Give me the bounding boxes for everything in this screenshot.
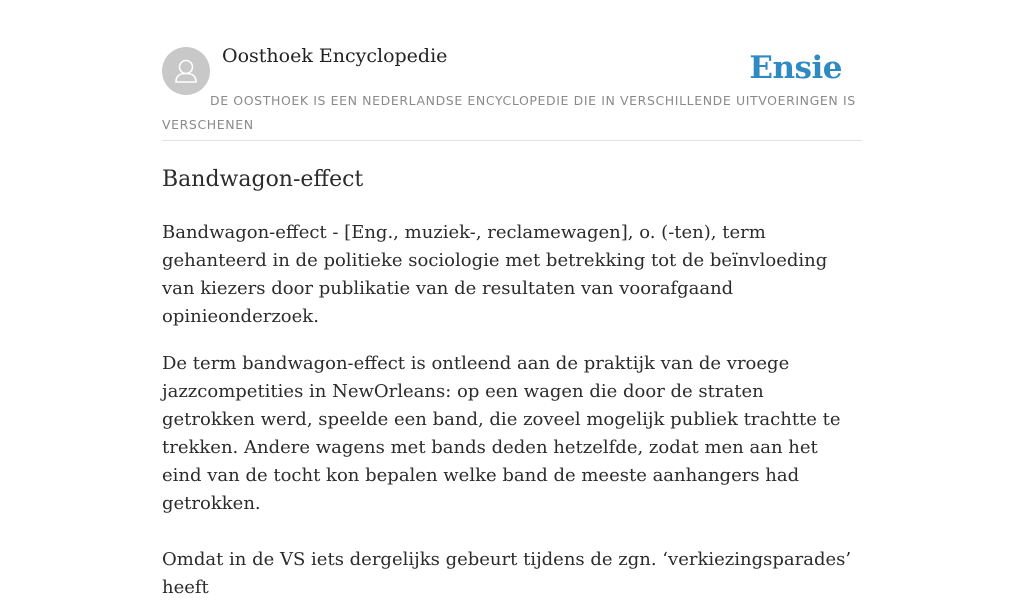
source-tagline: DE OOSTHOEK IS EEN NEDERLANDSE ENCYCLOPEDIE DIE IN VERSCHILLENDE UITVOERINGEN IS VERSCHENEN [162, 93, 856, 132]
article-paragraph: De term bandwagon-effect is ontleend aan de praktijk van de vroege jazzcompetities in NewOrleans: op een wagen die door de straten getrokken werd, speelde een band, die zoveel mogelijk publiek trachtte te trekken. Andere wagens met bands deden hetzelfde, zodat men aan het eind van de tocht kon bepalen welke band de meeste aanhangers had getrokken. [162, 353, 841, 514]
article-paragraph: Omdat in de VS iets dergelijks gebeurt tijdens de zgn. ‘verkiezingsparades’ heeft [162, 549, 852, 598]
content-column [162, 0, 862, 602]
source-name-link[interactable]: Oosthoek Encyclopedie [222, 45, 448, 67]
article-paragraph: Bandwagon-effect - [Eng., muziek-, reclamewagen], o. (-ten), term gehanteerd in de politieke sociologie met betrekking tot de beïnvloeding van kiezers door publikatie van de resultaten van voorafgaand opinieonderzoek. [162, 222, 828, 327]
user-avatar-icon[interactable] [162, 47, 210, 95]
article-title: Bandwagon-effect [162, 167, 364, 192]
brand-logo[interactable]: Ensie [749, 50, 842, 86]
source-header [162, 0, 862, 141]
